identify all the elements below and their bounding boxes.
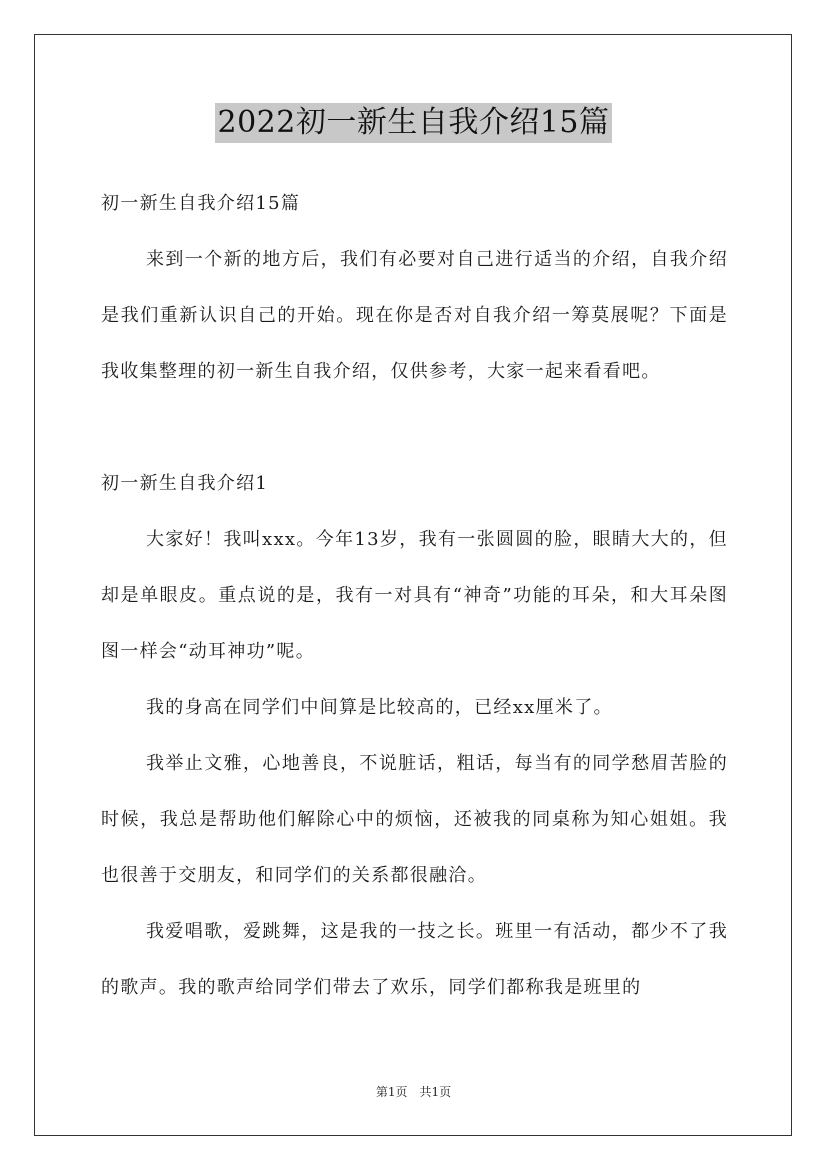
document-title: 2022初一新生自我介绍15篇: [215, 103, 611, 143]
section-heading: 初一新生自我介绍1: [101, 473, 269, 494]
body-paragraph: 我举止文雅，心地善良，不说脏话，粗话，每当有的同学愁眉苦脸的时候，我总是帮助他们解除心中的烦恼，还被我的同桌称为知心姐姐。我也很善于交朋友，和同学们的关系都很融洽。: [101, 753, 728, 886]
title-container: [0, 103, 827, 143]
body-paragraph: 大家好！我叫xxx。今年13岁，我有一张圆圆的脸，眼睛大大的，但却是单眼皮。重点说的是，我有一对具有“神奇”功能的耳朵，和大耳朵图图一样会“动耳神功”呢。: [101, 529, 728, 662]
intro-paragraph: 来到一个新的地方后，我们有必要对自己进行适当的介绍，自我介绍是我们重新认识自己的开始。现在你是否对自我介绍一筹莫展呢？下面是我收集整理的初一新生自我介绍，仅供参考，大家一起来看看吧。: [101, 249, 728, 382]
body-paragraph: 我的身高在同学们中间算是比较高的，已经xx厘米了。: [146, 697, 613, 718]
blank-line: [101, 400, 728, 456]
body-paragraph: 我爱唱歌，爱跳舞，这是我的一技之长。班里一有活动，都少不了我的歌声。我的歌声给同学们带去了欢乐，同学们都称我是班里的: [101, 921, 728, 998]
document-body: [101, 176, 728, 1016]
page-footer: 第1页 共1页: [375, 1085, 452, 1099]
main-heading: 初一新生自我介绍15篇: [101, 193, 301, 214]
